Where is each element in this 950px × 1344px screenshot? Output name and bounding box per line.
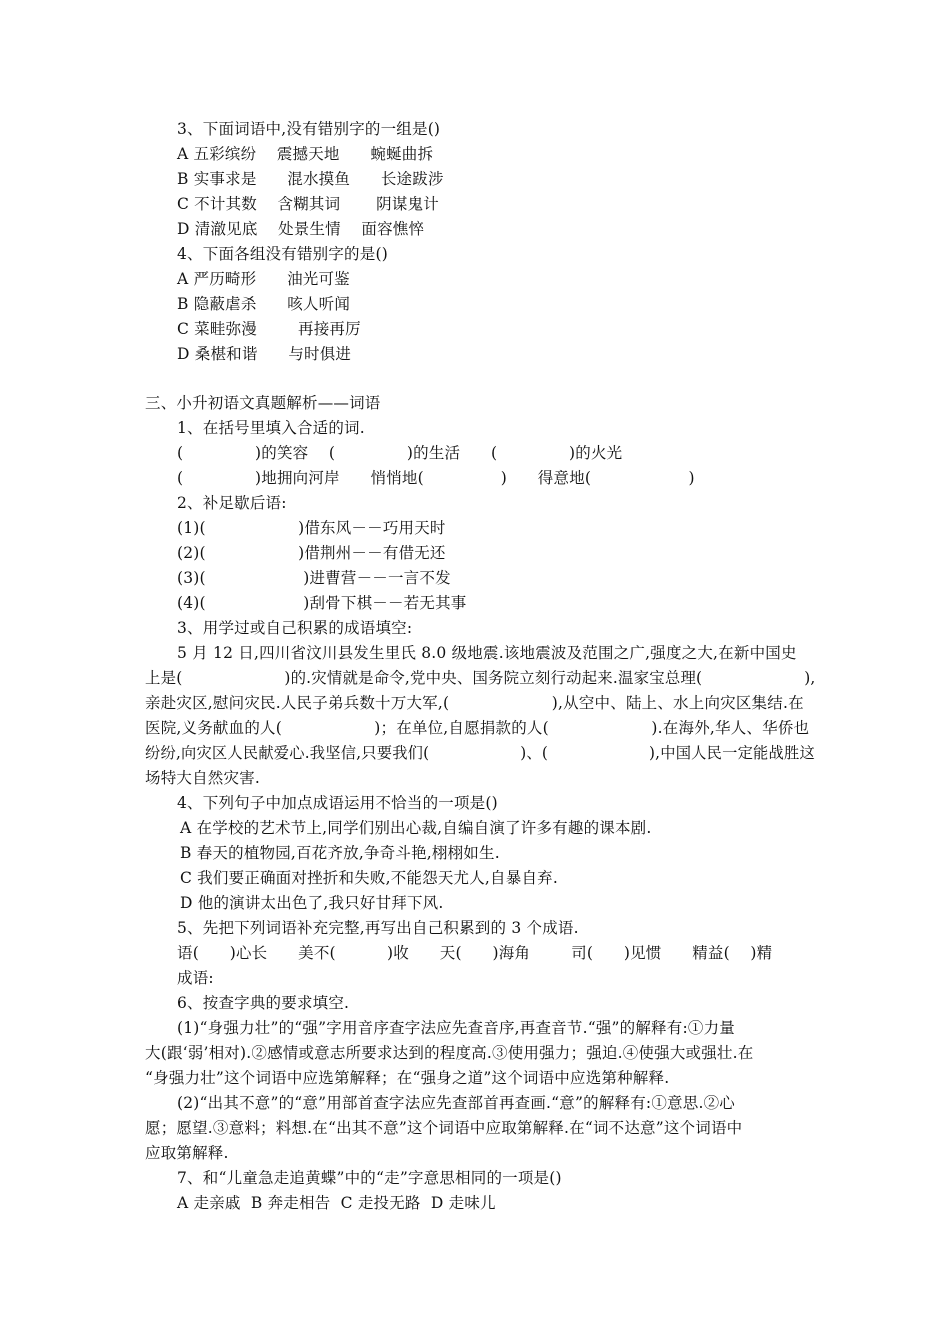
s3-line-1: 5 月 12 日,四川省汶川县发生里氏 8.0 级地震.该地震波及范围之广,强度之大,在新中国史 [177, 644, 797, 662]
section-title: 三、小升初语文真题解析——词语 [145, 394, 381, 412]
q3-stem: 3、下面词语中,没有错别字的一组是() [177, 120, 441, 138]
s6-p2-line-1: (2)“出其不意”的“意”用部首查字法应先查部首再查画.“意”的解释有:①意思.②心 [177, 1094, 735, 1112]
s4-option-c: C 我们要正确面对挫折和失败,不能怨天尤人,自暴自弃. [180, 869, 558, 887]
s3-line-2: 上是( )的.灾情就是命令,党中央、国务院立刻行动起来.温家宝总理( ), [145, 669, 816, 687]
s3-stem: 3、用学过或自己积累的成语填空: [177, 619, 413, 637]
s5-stem: 5、先把下列词语补充完整,再写出自己积累到的 3 个成语. [177, 919, 579, 937]
s1-line-1: ( )的笑容 ( )的生活 ( )的火光 [177, 444, 623, 462]
s2-item-4: (4)( )刮骨下棋－－若无其事 [177, 594, 467, 612]
s6-p1-line-2: 大(跟‘弱’相对).②感情或意志所要求达到的程度高.③使用强力；强迫.④使强大或强壮.在 [145, 1044, 754, 1062]
s6-stem: 6、按查字典的要求填空. [177, 994, 350, 1012]
s7-stem: 7、和“儿童急走追黄蝶”中的“走”字意思相同的一项是() [177, 1169, 562, 1187]
s4-option-a: A 在学校的艺术节上,同学们别出心裁,自编自演了许多有趣的课本剧. [180, 819, 652, 837]
s6-p2-line-3: 应取第解释. [145, 1144, 229, 1162]
s1-line-2: ( )地拥向河岸 悄悄地( ) 得意地( ) [177, 469, 695, 487]
q3-option-d: D 清澈见底 处景生情 面容憔悴 [177, 220, 425, 238]
s5-line: 语( )心长 美不( )收 天( )海角 司( )见惯 精益( )精 [177, 944, 773, 962]
s4-stem: 4、下列句子中加点成语运用不恰当的一项是() [177, 794, 498, 812]
s3-line-3: 亲赴灾区,慰问灾民.人民子弟兵数十万大军,( ),从空中、陆上、水上向灾区集结.在 [145, 694, 804, 712]
s7-options: A 走亲戚 B 奔走相告 C 走投无路 D 走味儿 [177, 1194, 496, 1212]
s4-option-d: D 他的演讲太出色了,我只好甘拜下风. [180, 894, 444, 912]
q3-option-c: C 不计其数 含糊其词 阴谋鬼计 [177, 195, 439, 213]
s2-item-3: (3)( )进曹营－－一言不发 [177, 569, 451, 587]
s2-item-1: (1)( )借东风－－巧用天时 [177, 519, 446, 537]
q3-option-b: B 实事求是 混水摸鱼 长途跋涉 [177, 170, 444, 188]
q4-option-b: B 隐蔽虐杀 咳人听闻 [177, 295, 351, 313]
q4-stem: 4、下面各组没有错别字的是() [177, 245, 388, 263]
s6-p2-line-2: 愿；愿望.③意料；料想.在“出其不意”这个词语中应取第解释.在“词不达意”这个词语中 [145, 1119, 743, 1137]
s3-line-6: 场特大自然灾害. [145, 769, 261, 787]
s2-item-2: (2)( )借荆州－－有借无还 [177, 544, 446, 562]
s5-answer-label: 成语: [177, 969, 214, 987]
q3-option-a: A 五彩缤纷 震撼天地 蜿蜒曲拆 [177, 145, 434, 163]
q4-option-d: D 桑椹和谐 与时俱进 [177, 345, 352, 363]
s6-p1-line-3: “身强力壮”这个词语中应选第解释；在“强身之道”这个词语中应选第种解释. [145, 1069, 670, 1087]
s3-line-5: 纷纷,向灾区人民献爱心.我坚信,只要我们( )、( ),中国人民一定能战胜这 [145, 744, 815, 762]
s1-stem: 1、在括号里填入合适的词. [177, 419, 365, 437]
s3-line-4: 医院,义务献血的人( )；在单位,自愿捐款的人( ).在海外,华人、华侨也 [145, 719, 810, 737]
q4-option-a: A 严历畸形 油光可鉴 [177, 270, 350, 288]
q4-option-c: C 菜畦弥漫 再接再厉 [177, 320, 361, 338]
s2-stem: 2、补足歇后语: [177, 494, 287, 512]
s4-option-b: B 春天的植物园,百花齐放,争奇斗艳,栩栩如生. [180, 844, 500, 862]
s6-p1-line-1: (1)“身强力壮”的“强”字用音序查字法应先查音序,再查音节.“强”的解释有:①力量 [177, 1019, 735, 1037]
